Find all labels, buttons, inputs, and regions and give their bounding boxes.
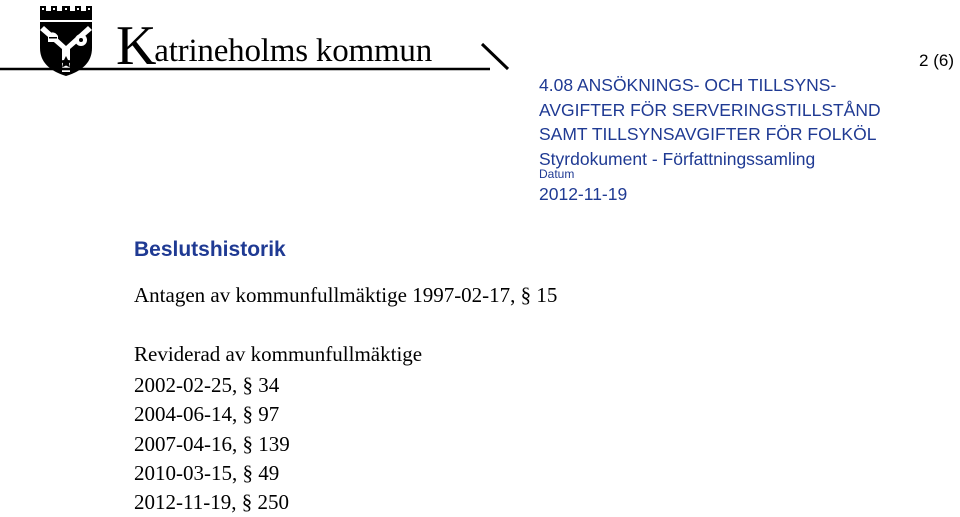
revision-item: 2002-02-25, § 34 [134, 373, 280, 397]
date-label: Datum [539, 167, 575, 181]
revision-list [134, 371, 290, 517]
document-category: Styrdokument - Författningssamling [539, 148, 816, 169]
brand-name: atrineholms kommun [154, 33, 433, 69]
revision-item: 2012-11-19, § 250 [134, 490, 289, 515]
header-rule [0, 66, 520, 74]
adoption-record: Antagen av kommunfullmäktige 1997-02-17, § 15 [134, 283, 558, 307]
title-line: SAMT TILLSYNSAVGIFTER FÖR FOLKÖL [539, 124, 877, 144]
title-line: 4.08 ANSÖKNINGS- OCH TILLSYNS- [539, 75, 837, 95]
page-number: 2 (6) [919, 51, 954, 70]
date-value: 2012-11-19 [539, 184, 628, 204]
brand-initial: K [116, 15, 157, 77]
document-title [539, 73, 881, 171]
header-swoosh [480, 42, 514, 72]
revision-heading: Reviderad av kommunfullmäktige [134, 342, 423, 366]
revision-item: 2004-06-14, § 97 [134, 402, 280, 427]
revision-item: 2010-03-15, § 49 [134, 460, 280, 485]
section-heading: Beslutshistorik [134, 238, 286, 261]
revision-item: 2007-04-16, § 139 [134, 431, 290, 456]
title-line: AVGIFTER FÖR SERVERINGSTILLSTÅND [539, 99, 881, 120]
